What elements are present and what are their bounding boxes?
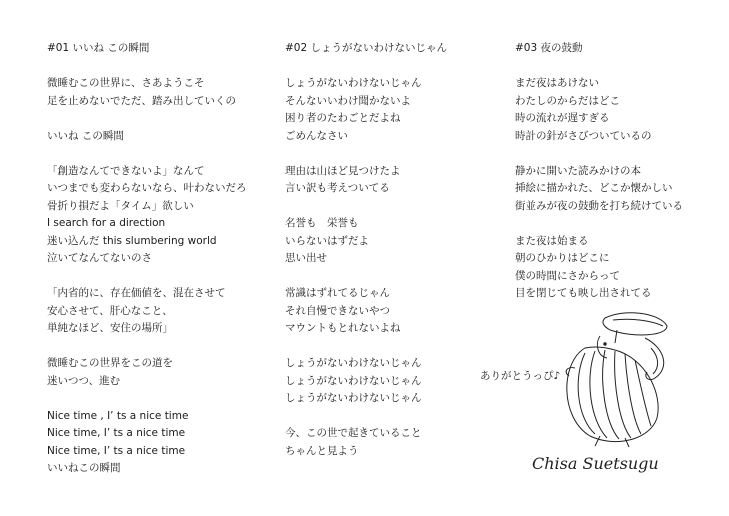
thanks-message: ありがとうっぴ♪: [480, 370, 561, 382]
lyric-line: 迷い込んだ this slumbering world: [47, 234, 217, 247]
lyric-line: いつまでも変わらないなら、叶わないだろ: [47, 182, 247, 194]
lyric-line: しょうがないわけないじゃん: [285, 392, 422, 404]
lyric-line: しょうがないわけないじゃん: [285, 374, 422, 387]
lyric-line: 骨折り損だよ「タイム」欲しい: [47, 199, 194, 212]
lyric-line: Nice time, I’ ts a nice time: [47, 444, 186, 457]
lyric-line: ごめんなさい: [285, 129, 348, 142]
lyric-line: 目を閉じても映し出されてる: [515, 287, 652, 299]
lyric-line: マウントもとれないよね: [285, 322, 401, 334]
song-title: #01 いいね この瞬間: [47, 42, 150, 54]
lyric-line: 時の流れが遅すぎる: [515, 112, 610, 124]
lyric-line: 言い訳も考えついてる: [285, 182, 390, 194]
lyric-line: 挿絵に描かれた、どこか懐かしい: [515, 182, 673, 194]
lyric-line: そんないいわけ聞かないよ: [285, 94, 411, 107]
lyric-line: まだ夜はあけない: [515, 77, 599, 89]
character-illustration: [555, 308, 685, 448]
lyric-line: しょうがないわけないじゃん: [285, 77, 422, 89]
lyric-line: 微睡むこの世界をこの道を: [47, 357, 173, 369]
song-title: #02 しょうがないわけないじゃん: [285, 42, 447, 54]
lyric-line: 「内省的に、存在価値を、混在させて: [47, 287, 226, 299]
song-column-2: [285, 40, 495, 460]
lyric-line: 時計の針がさびついているの: [515, 129, 652, 142]
lyric-line: 微睡むこの世界に、さあようこそ: [47, 77, 205, 89]
lyric-line: 常識はずれてるじゃん: [285, 287, 390, 299]
lyric-line: 今、この世で起きていること: [285, 427, 422, 439]
lyric-line: 名誉も 栄誉も: [285, 217, 359, 229]
lyric-line: 安心させて、肝心なこと、: [47, 304, 173, 317]
song-title: #03 夜の鼓動: [515, 42, 583, 54]
lyric-line: 泣いてなんてないのさ: [47, 252, 152, 264]
lyric-line: Nice time, I’ ts a nice time: [47, 427, 186, 439]
lyric-line: 街並みが夜の鼓動を打ち続けている: [515, 199, 683, 212]
lyric-line: それ自慢できないやつ: [285, 304, 390, 317]
lyric-line: いらないはずだよ: [285, 234, 369, 247]
lyric-line: 迷いつつ、進む: [47, 374, 121, 387]
lyric-line: また夜は始まる: [515, 234, 589, 247]
lyric-line: 単純なほど、安住の場所」: [47, 322, 173, 334]
signature-text: [530, 449, 680, 477]
lyric-line: 足を止めないでただ、踏み出していくの: [47, 94, 236, 107]
lyric-line: いいねこの瞬間: [47, 462, 121, 474]
lyric-line: 静かに開いた読みかけの本: [515, 164, 641, 177]
lyric-line: しょうがないわけないじゃん: [285, 357, 422, 369]
lyric-line: 朝のひかりはどこに: [515, 252, 610, 264]
lyric-line: 困り者のたわごとだよね: [285, 112, 401, 124]
lyric-line: ちゃんと見よう: [285, 444, 359, 457]
lyric-line: 思い出せ: [285, 252, 327, 264]
lyric-line: 僕の時間にさからって: [515, 269, 620, 282]
song-column-3: [515, 40, 715, 303]
lyric-line: いいね この瞬間: [47, 129, 124, 142]
lyric-line: 理由は山ほど見つけたよ: [285, 164, 401, 177]
svg-text:Chisa Suetsugu: Chisa Suetsugu: [532, 454, 659, 473]
lyric-line: わたしのからだはどこ: [515, 94, 620, 107]
song-column-1: [47, 40, 272, 478]
lyric-line: 「創造なんてできないよ」なんて: [47, 164, 205, 177]
lyric-line: Nice time , I’ ts a nice time: [47, 409, 189, 422]
lyric-line: I search for a direction: [47, 217, 166, 229]
